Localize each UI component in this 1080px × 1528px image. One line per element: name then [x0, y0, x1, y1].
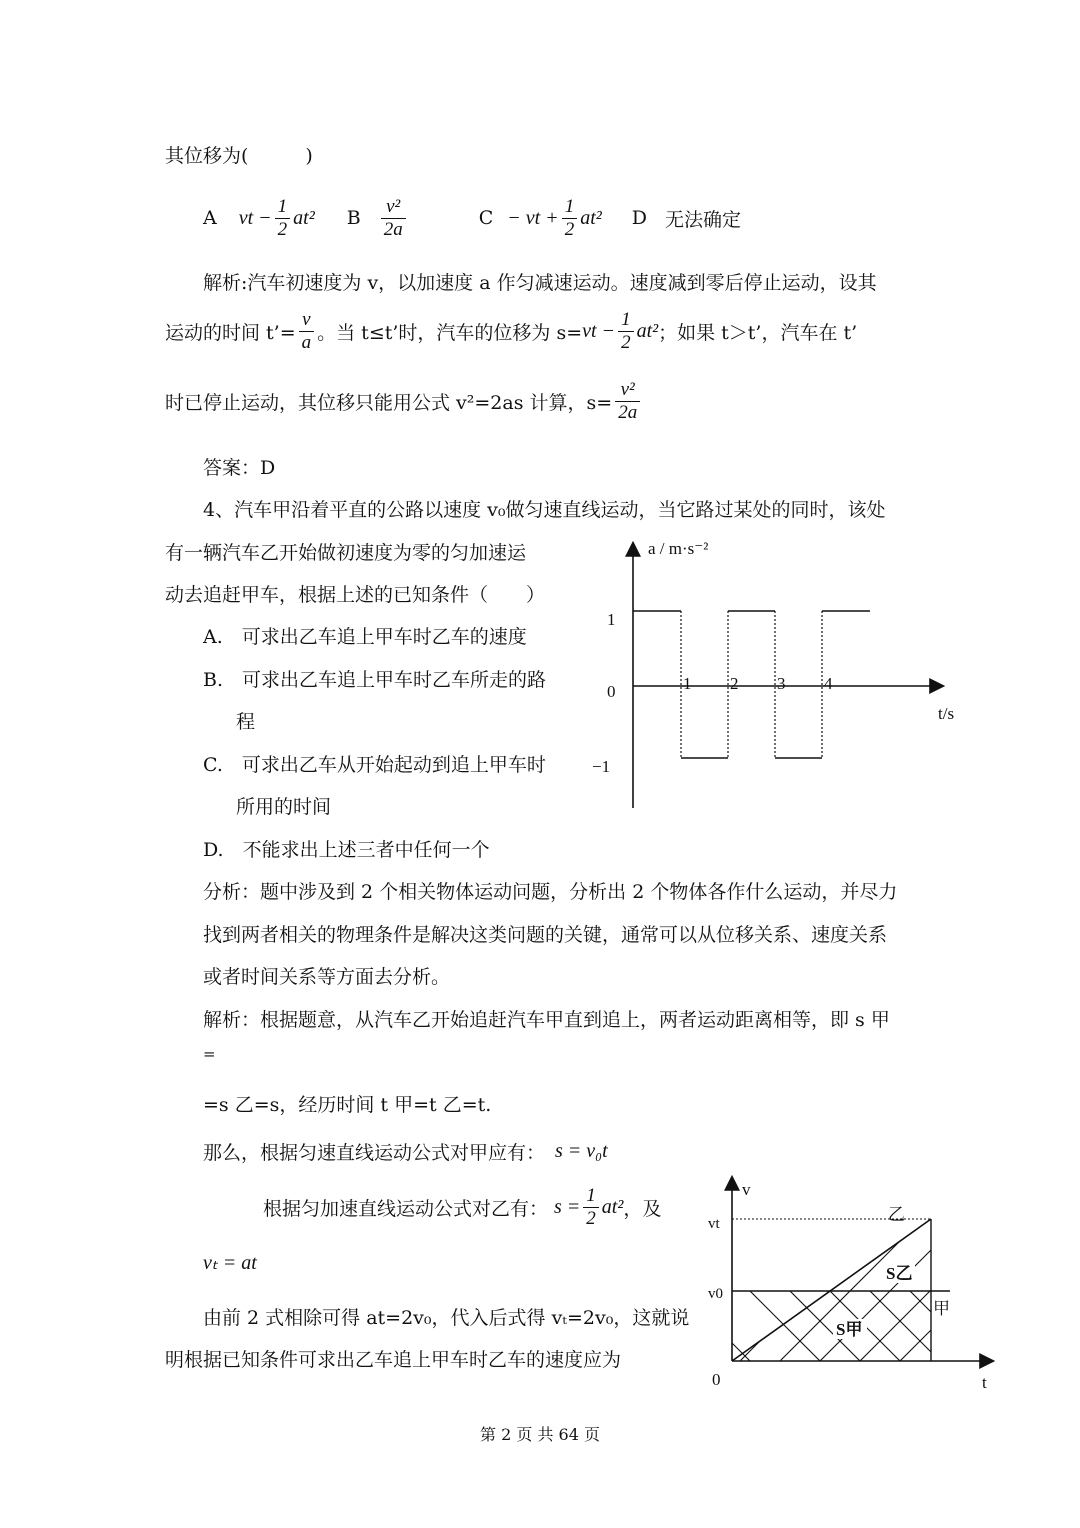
q4-option-c-2: 所用的时间 [236, 796, 332, 818]
area-yi-label: S乙 [886, 1264, 913, 1283]
q4-option-b-2: 程 [236, 711, 256, 733]
option-d-text: 无法确定 [664, 208, 741, 231]
line-jia-label: 甲 [933, 1299, 950, 1318]
analysis-line-1: 解析:汽车初速度为 v，以加速度 a 作匀减速运动。速度减到零后停止运动，设其 [203, 272, 877, 294]
analysis-line-3 [165, 374, 643, 428]
conclusion-line-2: 明根据已知条件可求出乙车追上甲车时乙车的速度应为 [165, 1349, 622, 1371]
option-d-label: D [631, 207, 647, 229]
analysis4-s3: =s 乙=s，经历时间 t 甲=t 乙=t. [203, 1094, 492, 1116]
q4-line-2: 有一辆汽车乙开始做初速度为零的匀加速运 [165, 542, 527, 564]
option-a-label: A [203, 207, 217, 229]
answer-3: 答案：D [203, 457, 276, 479]
displacement-post: at² [636, 319, 659, 342]
y-tick-minus-1: −1 [592, 757, 611, 776]
x-tick-3: 3 [777, 674, 786, 693]
acceleration-time-graph [590, 530, 970, 820]
formula-yi-line [263, 1180, 661, 1234]
acceleration-segments [633, 611, 870, 758]
conclusion-line-1: 由前 2 式相除可得 at=2v₀，代入后式得 vₜ=2v₀，这就说 [203, 1307, 690, 1329]
analysis-line-2-pre: 运动的时间 t’= [165, 321, 296, 344]
options-row [203, 190, 741, 246]
q4-option-b-1: B. 可求出乙车追上甲车时乙车所走的路 [203, 669, 547, 691]
displacement-pre: vt − [582, 319, 616, 342]
formula-yi-post: at² [601, 1195, 624, 1218]
option-c-post: at² [580, 206, 602, 229]
x-tick-4: 4 [824, 674, 833, 693]
v0-label: v0 [708, 1286, 723, 1302]
y-axis-label: a / m·s⁻² [648, 539, 709, 558]
question-tail: 其位移为( ) [165, 145, 313, 167]
option-b-fraction: $\frac{\text{v²}}{2a}$ [381, 196, 406, 241]
analysis-line-2 [165, 304, 857, 358]
t-axis-label: t [982, 1373, 987, 1392]
q4-line-1: 4、汽车甲沿着平直的公路以速度 v₀做匀速直线运动，当它路过某处的同时，该处 [203, 499, 886, 521]
line-yi-label: 乙 [888, 1205, 905, 1224]
option-b-label: B [346, 207, 361, 229]
option-c-label: C [478, 207, 494, 229]
analysis4-p3: 或者时间关系等方面去分析。 [203, 966, 451, 988]
option-a-fraction: $\frac{1}{2}$ [275, 196, 291, 241]
analysis4-p2: 找到两者相关的物理条件是解决这类问题的关键，通常可以从位移关系、速度关系 [203, 924, 888, 946]
option-c-fraction: $\frac{1}{2}$ [562, 196, 578, 241]
formula-yi-pre: s = [554, 1195, 581, 1218]
formula-yi-end: ，及 [623, 1197, 662, 1220]
formula-yi-text: 根据匀加速直线运动公式对乙有： [263, 1197, 549, 1220]
x-tick-1: 1 [683, 674, 692, 693]
formula-vt: vₜ = at [203, 1252, 257, 1274]
analysis-line-2-end: ；如果 t＞t’，汽车在 t’ [658, 321, 858, 344]
line-yi [732, 1219, 931, 1361]
q4-option-a: A. 可求出乙车追上甲车时乙车的速度 [203, 626, 527, 648]
analysis-line-3-text: 时已停止运动，其位移只能用公式 v²=2as 计算，s= [165, 391, 613, 414]
formula-jia: s = v₀t [555, 1140, 608, 1162]
x-axis-label: t/s [938, 704, 955, 723]
y-tick-1: 1 [607, 610, 616, 629]
q4-option-c-1: C. 可求出乙车从开始起动到追上甲车时 [203, 754, 546, 776]
analysis-line-2-mid: 。当 t≤t’时，汽车的位移为 s= [317, 321, 583, 344]
displacement-fraction: $\frac{1}{2}$ [618, 309, 634, 354]
vt-label: vt [708, 1216, 720, 1232]
analysis4-p1: 分析：题中涉及到 2 个相关物体运动问题，分析出 2 个物体各作什么运动，并尽力 [203, 881, 898, 903]
formula-yi-fraction: $\frac{1}{2}$ [583, 1185, 599, 1230]
stopped-displacement-fraction: $\frac{\text{v²}}{2a}$ [615, 379, 640, 424]
velocity-time-graph [700, 1170, 1000, 1395]
option-a-post: at² [293, 206, 315, 229]
q4-line-3: 动去追赶甲车，根据上述的已知条件（ ） [165, 584, 546, 606]
origin-label: 0 [712, 1370, 721, 1389]
dotted-verticals [681, 611, 822, 758]
q4-option-d: D. 不能求出上述三者中任何一个 [203, 839, 490, 861]
time-fraction: $\frac{v}{a}$ [299, 309, 315, 354]
v-axis-label: v [742, 1180, 751, 1199]
option-c-pre: − vt + [507, 206, 559, 229]
option-a-pre: vt − [238, 206, 272, 229]
formula-jia-text: 那么，根据匀速直线运动公式对甲应有： [203, 1142, 546, 1164]
page-footer: 第 2 页 共 64 页 [480, 1425, 600, 1444]
analysis4-s2: = [203, 1045, 216, 1063]
y-tick-0: 0 [607, 682, 616, 701]
x-tick-2: 2 [730, 674, 739, 693]
formula-jia-line [203, 1138, 608, 1165]
area-jia-label: S甲 [836, 1320, 863, 1339]
analysis4-s1: 解析：根据题意，从汽车乙开始追赶汽车甲直到追上，两者运动距离相等，即 s 甲 [203, 1009, 890, 1031]
area-yi-hatch [720, 1170, 1000, 1381]
